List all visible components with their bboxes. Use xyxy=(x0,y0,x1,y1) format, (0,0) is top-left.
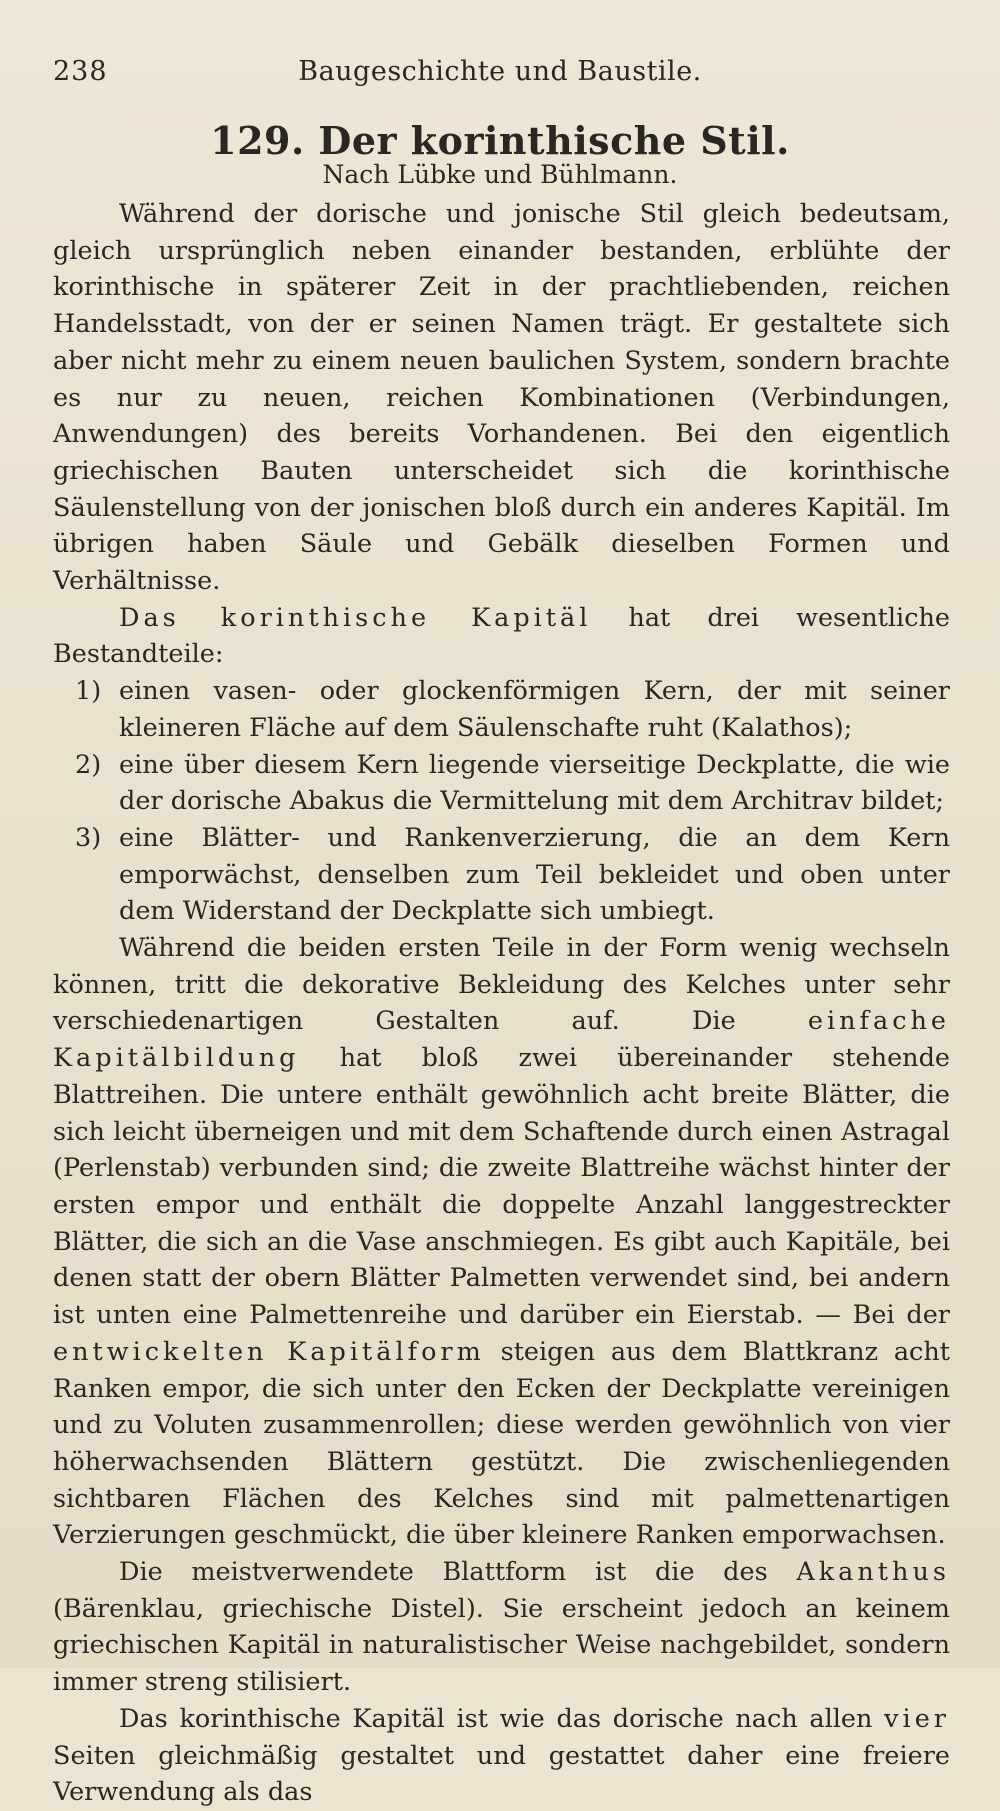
list-item xyxy=(53,820,950,930)
list-item-text: eine Blätter- und Rankenverzierung, die an dem Kern emporwächst, denselben zum Teil bekleidet und oben unter dem Widerstand der Deckplatte sich umbiegt. xyxy=(119,822,950,927)
chapter-title: 129. Der korinthische Stil. xyxy=(210,118,790,163)
page-number: 238 xyxy=(53,56,108,87)
paragraph-4-text-a: Die meistverwendete Blattform ist die des xyxy=(119,1557,797,1588)
emphasis-entwickelte-kapitaelform: entwickelten Kapitälform xyxy=(53,1336,485,1367)
emphasis-korinthische-kapitael: Das korinthische Kapitäl xyxy=(119,602,592,633)
paragraph-2-text: hat drei wesentliche Bestandteile: xyxy=(53,602,950,670)
paragraph-3-text-c: steigen aus dem Blattkranz acht Ranken empor, die sich unter den Ecken der Deckplatte vereinigen und zu Voluten zusammenrollen; diese werden gewöhnlich von vier höherwachsenden Blättern gestützt. Die zwischenliegenden sichtbaren Flächen des Kelches sind mit palmettenartigen Verzierungen geschmückt, die über kleinere Ranken emporwachsen. xyxy=(53,1336,951,1551)
list-item-text: einen vasen- oder glockenförmigen Kern, der mit seiner kleineren Fläche auf dem Säulenschafte ruht (Kalathos); xyxy=(119,676,950,743)
paragraph-5-text-a: Das korinthische Kapitäl ist wie das dorische nach allen xyxy=(119,1703,885,1734)
body-text xyxy=(53,196,950,1811)
paragraph-3-text-b: hat bloß zwei übereinander stehende Blattreihen. Die untere enthält gewöhnlich acht breite Blätter, die sich leicht überneigen und mit dem Schaftende durch einen Astragal (Perlenstab) verbunden sind; die zweite Blattreihe wächst hinter der ersten empor und enthält die doppelte Anzahl langgestreckter Blätter, die sich an die Vase anschmiegen. Es gibt auch Kapitäle, bei denen statt der obern Blätter Palmetten verwendet sind, bei andern ist unten eine Palmettenreihe und darüber ein Eierstab. — Bei der xyxy=(53,1043,950,1331)
component-list xyxy=(53,673,950,930)
chapter-subtitle: Nach Lübke und Bühlmann. xyxy=(322,160,678,189)
emphasis-akanthus: Akanthus xyxy=(796,1557,950,1588)
list-item xyxy=(53,747,950,820)
emphasis-einfache-kapitaelbildung: einfache Kapitälbildung xyxy=(53,1006,950,1074)
paragraph-4-text-b: (Bärenklau, griechische Distel). Sie erscheint jedoch an keinem griechischen Kapitäl in naturalistischer Weise nachgebildet, sondern immer streng stilisiert. xyxy=(53,1593,950,1698)
list-number: 2) xyxy=(75,749,102,780)
paragraph-1: Während der dorische und jonische Stil gleich bedeutsam, gleich ursprünglich neben einander bestanden, erblühte der korinthische in späterer Zeit in der prachtliebenden, reichen Handelsstadt, von der er seinen Namen trägt. Er gestaltete sich aber nicht mehr zu einem neuen baulichen System, sondern brachte es nur zu neuen, reichen Kombinationen (Verbindungen, Anwendungen) des bereits Vorhandenen. Bei den eigentlich griechischen Bauten unterscheidet sich die korinthische Säulenstellung von der jonischen bloß durch ein anderes Kapitäl. Im übrigen haben Säule und Gebälk dieselben Formen und Verhältnisse. xyxy=(53,199,950,597)
paragraph-5 xyxy=(53,1701,950,1811)
paragraph-3-text-a: Während die beiden ersten Teile in der Form wenig wechseln können, tritt die dekorative Bekleidung des Kelches unter sehr verschiedenartigen Gestalten auf. Die xyxy=(53,933,950,1037)
list-number: 1) xyxy=(75,676,102,707)
emphasis-vier: vier xyxy=(884,1703,950,1734)
running-head xyxy=(0,56,1000,96)
list-item xyxy=(53,673,950,746)
running-title: Baugeschichte und Baustile. xyxy=(298,56,702,87)
paragraph-4 xyxy=(53,1554,950,1701)
list-number: 3) xyxy=(75,822,102,853)
paragraph-2 xyxy=(53,600,950,673)
paragraph-5-text-b: Seiten gleichmäßig gestaltet und gestattet daher eine freiere Verwendung als das xyxy=(53,1740,950,1808)
paragraph-3 xyxy=(53,930,950,1554)
list-item-text: eine über diesem Kern liegende vierseitige Deckplatte, die wie der dorische Abakus die Vermittelung mit dem Architrav bildet; xyxy=(119,749,950,817)
